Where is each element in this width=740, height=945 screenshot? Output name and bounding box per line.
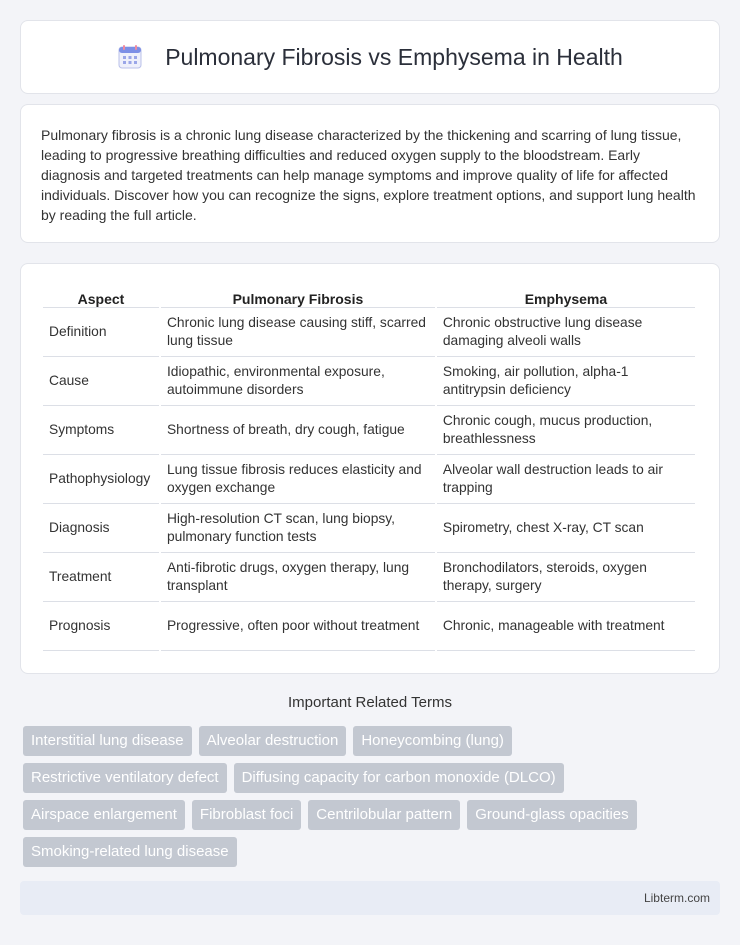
table-row [43,308,695,357]
aspect-cell: Prognosis [43,602,159,651]
table-row [43,602,695,651]
pulmonary-fibrosis-cell: Idiopathic, environmental exposure, autoimmune disorders [161,357,435,406]
emphysema-cell: Chronic, manageable with treatment [437,602,695,651]
related-term-tag[interactable]: Airspace enlargement [23,800,185,830]
aspect-cell: Cause [43,357,159,406]
emphysema-cell: Spirometry, chest X-ray, CT scan [437,504,695,553]
table-row [43,504,695,553]
related-term-tag[interactable]: Interstitial lung disease [23,726,192,756]
comparison-table [41,286,697,651]
comparison-table-card [20,263,720,674]
related-term-tag[interactable]: Centrilobular pattern [308,800,460,830]
table-row [43,406,695,455]
aspect-cell: Treatment [43,553,159,602]
related-term-tag[interactable]: Honeycombing (lung) [353,726,512,756]
table-row [43,553,695,602]
emphysema-cell: Alveolar wall destruction leads to air trapping [437,455,695,504]
table-row [43,455,695,504]
column-header-emphysema: Emphysema [437,286,695,308]
aspect-cell: Symptoms [43,406,159,455]
pulmonary-fibrosis-cell: Chronic lung disease causing stiff, scarred lung tissue [161,308,435,357]
aspect-cell: Diagnosis [43,504,159,553]
related-terms-heading: Important Related Terms [288,694,452,711]
related-terms-list [23,726,713,874]
related-term-tag[interactable]: Fibroblast foci [192,800,301,830]
emphysema-cell: Bronchodilators, steroids, oxygen therapy, surgery [437,553,695,602]
footer [20,881,720,915]
header-card [20,20,720,94]
column-header-aspect: Aspect [43,286,159,308]
pulmonary-fibrosis-cell: Progressive, often poor without treatment [161,602,435,651]
emphysema-cell: Chronic obstructive lung disease damaging alveoli walls [437,308,695,357]
table-row [43,357,695,406]
related-term-tag[interactable]: Restrictive ventilatory defect [23,763,227,793]
footer-brand-link[interactable]: Libterm.com [643,891,710,905]
calendar-icon [117,44,143,70]
intro-text: Pulmonary fibrosis is a chronic lung disease characterized by the thickening and scarring of lung tissue, leading to progressive breathing difficulties and reduced oxygen supply to the bloodstream. Early diagnosis and targeted treatments can help manage symptoms and improve quality of life for affected individuals. Discover how you can recognize the signs, explore treatment options, and support lung health by reading the full article. [41,127,696,223]
table-header-row [43,286,695,308]
related-term-tag[interactable]: Ground-glass opacities [467,800,636,830]
aspect-cell: Pathophysiology [43,455,159,504]
related-term-tag[interactable]: Diffusing capacity for carbon monoxide (DLCO) [234,763,564,793]
pulmonary-fibrosis-cell: Anti-fibrotic drugs, oxygen therapy, lung transplant [161,553,435,602]
aspect-cell: Definition [43,308,159,357]
related-term-tag[interactable]: Smoking-related lung disease [23,837,237,867]
related-term-tag[interactable]: Alveolar destruction [199,726,347,756]
pulmonary-fibrosis-cell: Shortness of breath, dry cough, fatigue [161,406,435,455]
column-header-pulmonary-fibrosis: Pulmonary Fibrosis [161,286,435,308]
intro-card [20,104,720,243]
emphysema-cell: Chronic cough, mucus production, breathlessness [437,406,695,455]
pulmonary-fibrosis-cell: Lung tissue fibrosis reduces elasticity and oxygen exchange [161,455,435,504]
pulmonary-fibrosis-cell: High-resolution CT scan, lung biopsy, pulmonary function tests [161,504,435,553]
emphysema-cell: Smoking, air pollution, alpha-1 antitrypsin deficiency [437,357,695,406]
page-title: Pulmonary Fibrosis vs Emphysema in Health [165,43,623,70]
